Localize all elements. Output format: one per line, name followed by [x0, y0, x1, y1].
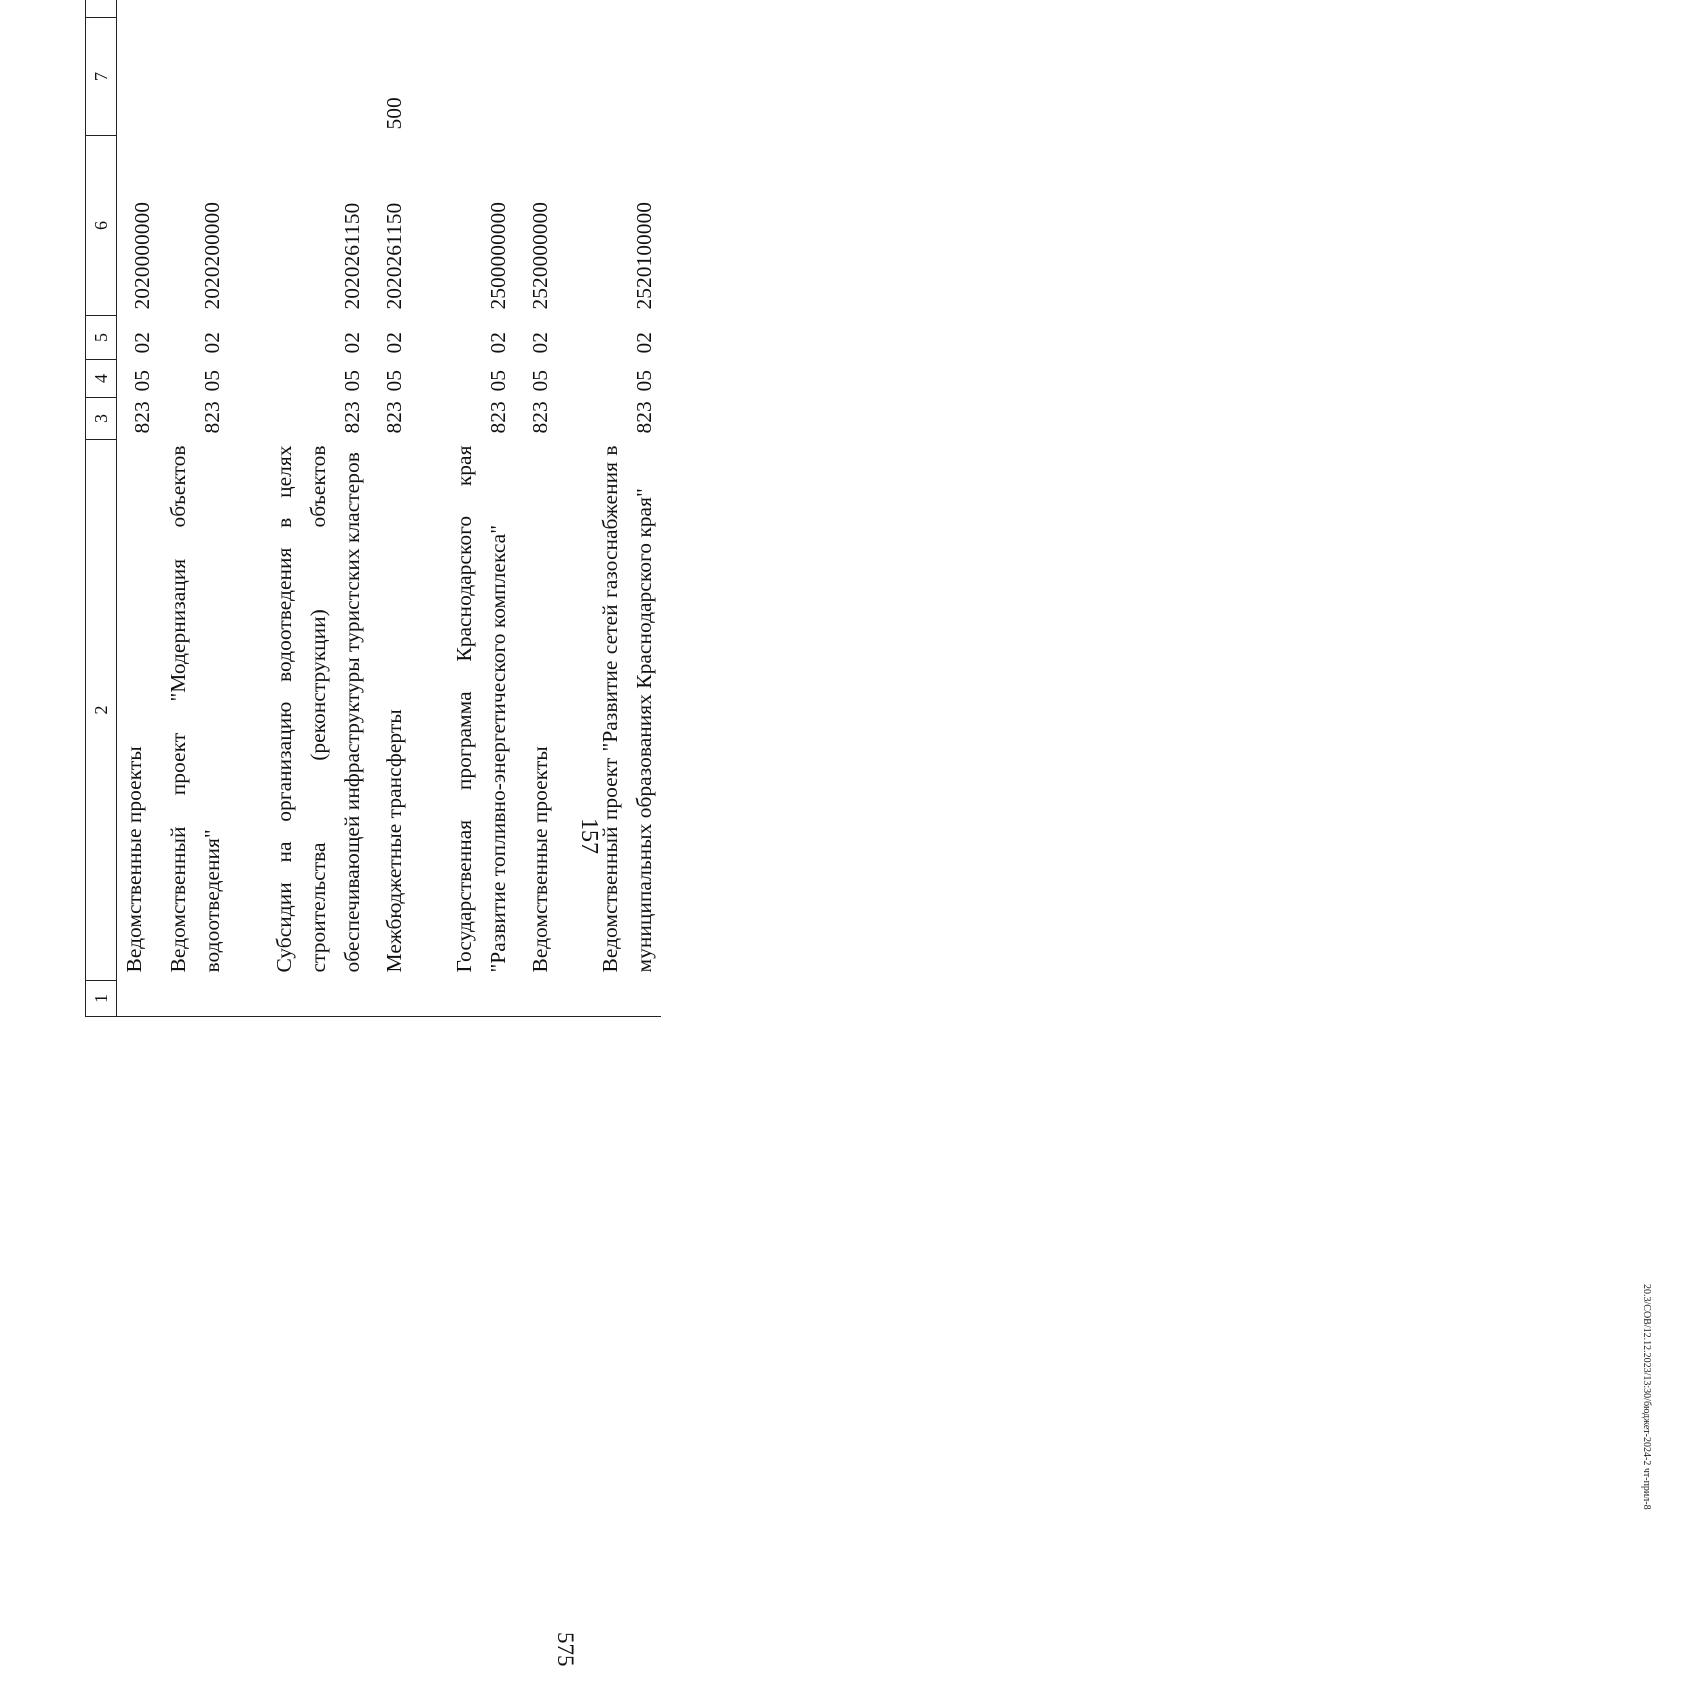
ministry-code: 823 — [632, 401, 656, 434]
expense-type-code — [229, 18, 369, 136]
ministry-code: 823 — [486, 401, 510, 434]
target-code: 2520000000 — [528, 202, 552, 310]
page-number: 157 — [576, 818, 602, 854]
column-header: 6 — [86, 136, 117, 316]
amount-col8 — [117, 0, 160, 18]
row-number — [159, 981, 229, 1017]
expense-type-code: 500 — [382, 97, 406, 130]
expense-type-code — [557, 18, 661, 136]
row-name: Ведомственный проект "Модернизация объектов водоотведения" — [166, 445, 224, 973]
amount-col8 — [369, 0, 411, 18]
table-row — [515, 0, 557, 1017]
section-code: 05 — [382, 370, 406, 392]
row-number — [411, 981, 515, 1017]
table-row — [557, 0, 661, 1017]
subsection-code: 02 — [486, 332, 510, 354]
subsection-code: 02 — [130, 332, 154, 354]
subsection-code: 02 — [382, 332, 406, 354]
column-header — [86, 0, 117, 18]
section-code: 05 — [528, 370, 552, 392]
subsection-code: 02 — [340, 332, 364, 354]
row-name: Ведомственный проект "Развитие сетей газоснабжения в муниципальных образованиях Краснодарского края" — [598, 445, 656, 973]
table-row — [159, 0, 229, 1017]
ministry-code: 823 — [340, 401, 364, 434]
header-row — [86, 0, 117, 1017]
table-row — [229, 0, 369, 1017]
rotated-page — [500, 0, 1700, 1697]
expense-type-code — [159, 18, 229, 136]
table-row — [117, 0, 160, 1017]
target-code: 2020261150 — [382, 202, 406, 310]
section-code: 05 — [130, 370, 154, 392]
row-name: Субсидии на организацию водоотведения в целях строительства (реконструкции) объектов обеспечивающей инфраструктуры туристских кластеров — [272, 445, 364, 973]
row-number — [515, 981, 557, 1017]
column-header: 5 — [86, 316, 117, 360]
row-number — [117, 981, 160, 1017]
amount-col8 — [411, 0, 515, 18]
column-header: 7 — [86, 18, 117, 136]
row-name: Ведомственные проекты — [122, 746, 146, 973]
sheet-number: 575 — [553, 1632, 578, 1667]
ministry-code: 823 — [382, 401, 406, 434]
section-code: 05 — [486, 370, 510, 392]
budget-table — [85, 0, 661, 1017]
row-number — [229, 981, 369, 1017]
subsection-code: 02 — [528, 332, 552, 354]
row-name: Ведомственные проекты — [528, 746, 552, 973]
row-number — [369, 981, 411, 1017]
target-code: 2020000000 — [130, 202, 154, 310]
row-name: Межбюджетные трансферты — [382, 709, 406, 973]
target-code: 2020200000 — [200, 202, 224, 310]
subsection-code: 02 — [632, 332, 656, 354]
expense-type-code — [515, 18, 557, 136]
target-code: 2020261150 — [340, 202, 364, 310]
section-code: 05 — [340, 370, 364, 392]
column-header: 4 — [86, 360, 117, 398]
row-name: Государственная программа Краснодарского края "Развитие топливно-энергетического комплекса" — [452, 445, 510, 973]
column-header: 1 — [86, 981, 117, 1017]
ministry-code: 823 — [528, 401, 552, 434]
ministry-code: 823 — [200, 401, 224, 434]
amount-col8 — [159, 0, 229, 18]
ministry-code: 823 — [130, 401, 154, 434]
amount-col8 — [557, 0, 661, 18]
row-number — [557, 981, 661, 1017]
target-code: 2500000000 — [486, 202, 510, 310]
amount-col8 — [515, 0, 557, 18]
subsection-code: 02 — [200, 332, 224, 354]
document-stamp: 20.3/СОВ/12.12.2023/13:30/бюджет-2024-2 чт-прил-8 — [1641, 1284, 1652, 1510]
section-code: 05 — [200, 370, 224, 392]
expense-type-code — [117, 18, 160, 136]
column-header: 3 — [86, 398, 117, 440]
table-row — [411, 0, 515, 1017]
target-code: 2520100000 — [632, 202, 656, 310]
expense-type-code — [411, 18, 515, 136]
section-code: 05 — [632, 370, 656, 392]
column-header: 2 — [86, 440, 117, 981]
amount-col8 — [229, 0, 369, 18]
table-row — [369, 0, 411, 1017]
